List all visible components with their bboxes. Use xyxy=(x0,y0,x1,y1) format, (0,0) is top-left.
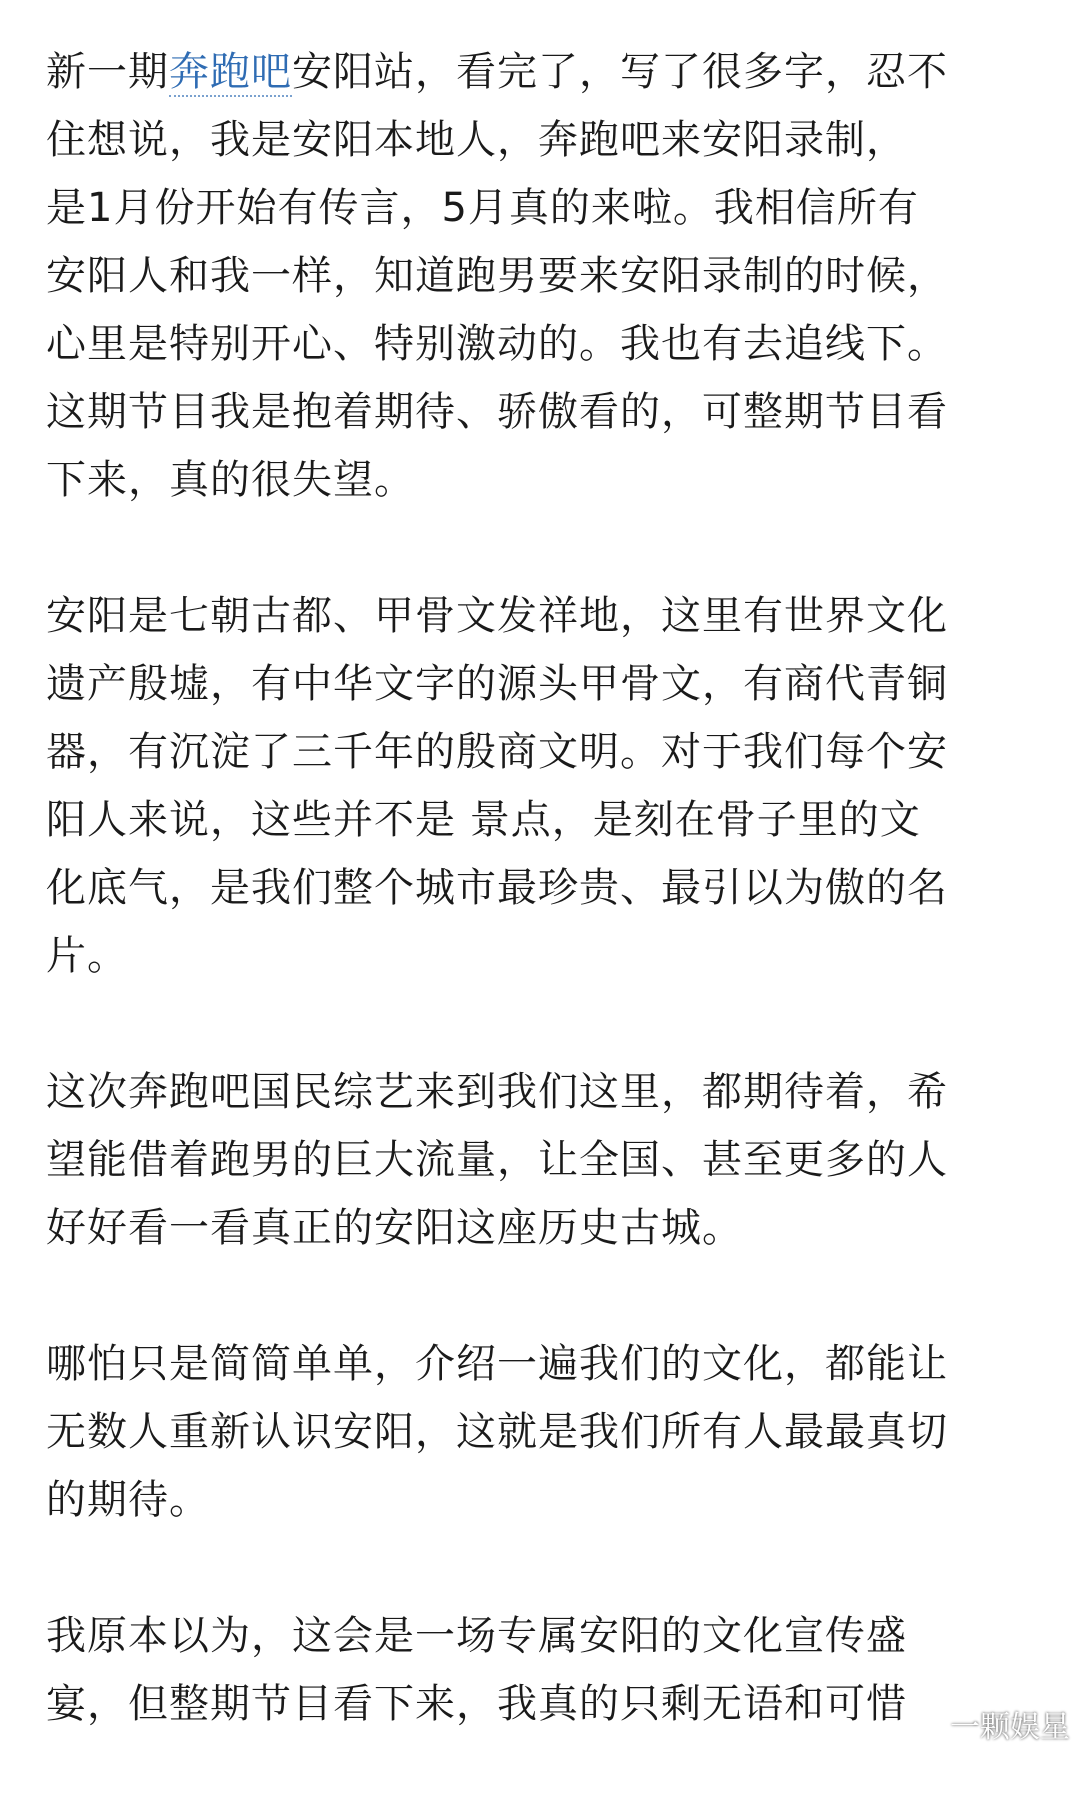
paragraph-4: 哪怕只是简简单单，介绍一遍我们的文化，都能让 无数人重新认识安阳，这就是我们所有人最最真切 的期待。 xyxy=(46,1341,948,1523)
paragraph-2: 安阳是七朝古都、甲骨文发祥地，这里有世界文化 遗产殷墟，有中华文字的源头甲骨文，有商代青铜 器，有沉淀了三千年的殷商文明。对于我们每个安 阳人来说，这些并不是 景点，是刻在骨子里的文 化底气，是我们整个城市最珍贵、最引以为傲的名 片。 xyxy=(46,593,948,979)
paragraph-3: 这次奔跑吧国民综艺来到我们这里，都期待着，希 望能借着跑男的巨大流量，让全国、甚至更多的人 好好看一看真正的安阳这座历史古城。 xyxy=(46,1069,948,1251)
paragraph-1-lead: 新一期 xyxy=(46,49,169,95)
paragraph-1 xyxy=(46,38,1036,514)
weibo-icon xyxy=(910,1709,944,1739)
topic-link-benpaoba[interactable]: 奔跑吧 xyxy=(169,49,292,95)
watermark-text: 一颗娱星 xyxy=(950,1710,1070,1745)
article-body xyxy=(46,38,1036,1806)
watermark xyxy=(910,1702,1070,1746)
paragraph-5: 我原本以为，这会是一场专属安阳的文化宣传盛 宴，但整期节目看下来，我真的只剩无语和可惜 xyxy=(46,1613,907,1727)
paragraph-1-body: 安阳站，看完了，写了很多字，忍不 住想说，我是安阳本地人，奔跑吧来安阳录制， 是1月份开始有传言，5月真的来啦。我相信所有 安阳人和我一样，知道跑男要来安阳录制的时候， 心里是特别开心、特别激动的。我也有去追线下。 这期节目我是抱着期待、骄傲看的，可整期节目看 下来，真的很失望。 xyxy=(46,49,948,503)
